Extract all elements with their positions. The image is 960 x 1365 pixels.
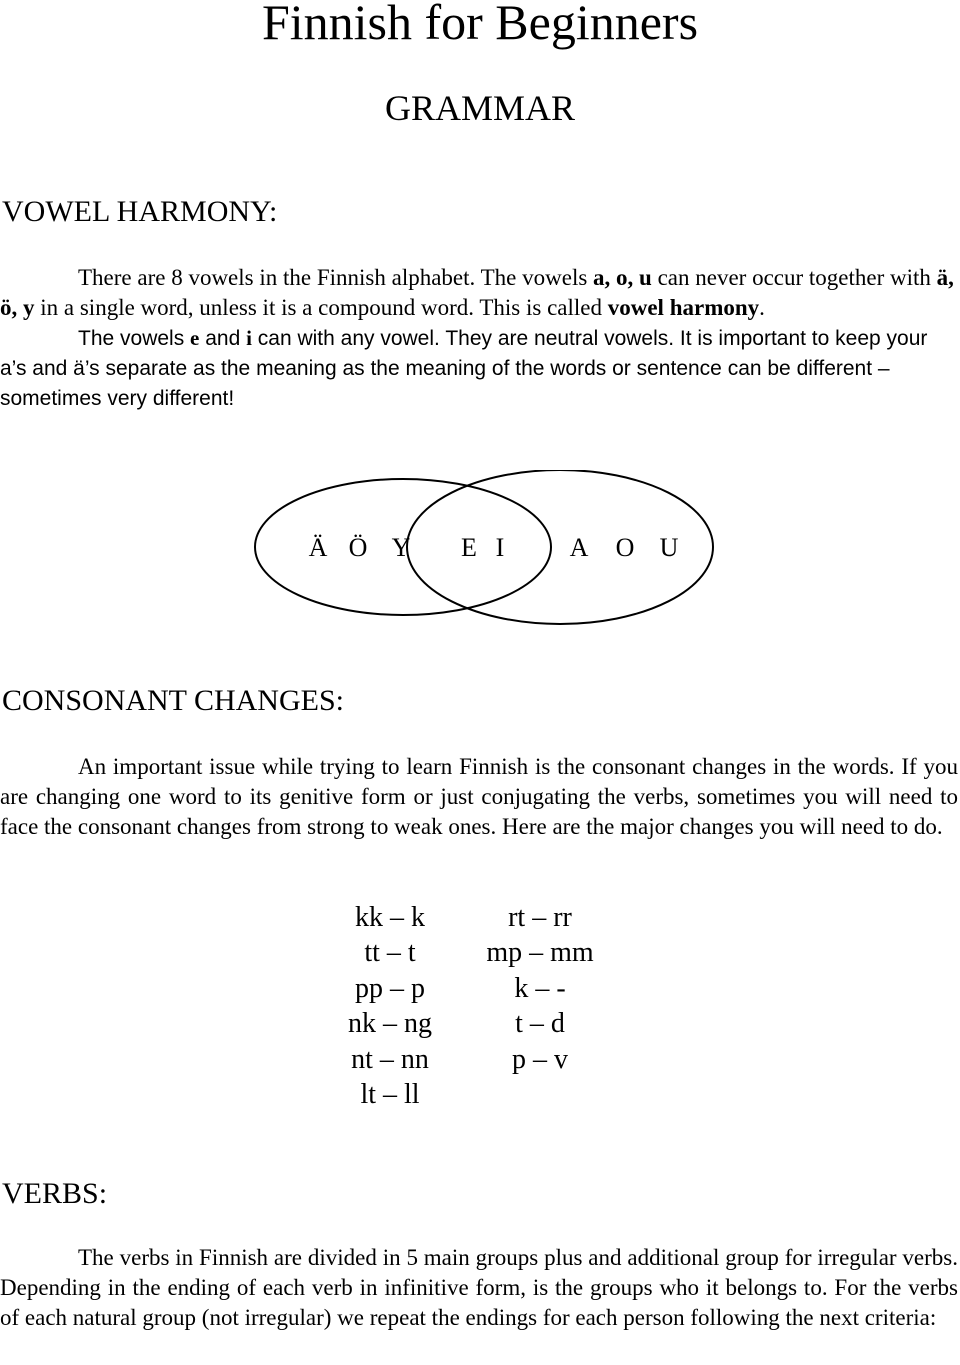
text-run: in a single word, unless it is a compound word. This is called bbox=[34, 295, 608, 320]
text-run: can never occur together with bbox=[651, 265, 937, 290]
consonant-pair: nt – nn bbox=[351, 1043, 429, 1075]
consonant-changes-heading: CONSONANT CHANGES: bbox=[2, 684, 344, 717]
text-run: . bbox=[759, 295, 765, 320]
text-run-bold: vowel harmony bbox=[607, 295, 760, 320]
venn-letter: O bbox=[615, 533, 635, 562]
page-title-text: Finnish for Beginners bbox=[261, 0, 699, 50]
text-run: can with any vowel. They are neutral vowels. It is important to keep your a’s and ä’s separate as the meaning as the meaning of the words or sentence can be different – sometimes very different! bbox=[0, 327, 928, 410]
consonant-pair: k – - bbox=[514, 972, 566, 1004]
consonant-changes-text bbox=[0, 752, 958, 842]
consonant-pair: pp – p bbox=[355, 972, 425, 1004]
consonant-pair: kk – k bbox=[355, 902, 425, 933]
verbs-heading: VERBS: bbox=[2, 1177, 108, 1210]
consonant-pair: rt – rr bbox=[508, 902, 572, 933]
page-subtitle: GRAMMAR bbox=[384, 88, 576, 128]
consonant-pairs-right bbox=[470, 900, 610, 1077]
verbs-text bbox=[0, 1243, 958, 1333]
vowel-harmony-paragraph-2 bbox=[0, 323, 958, 414]
venn-letter: U bbox=[659, 533, 679, 562]
vowel-harmony-heading: VOWEL HARMONY: bbox=[2, 195, 278, 228]
vowel-venn-diagram bbox=[0, 470, 960, 640]
venn-letter: Ö bbox=[348, 533, 368, 562]
text-run-bold: ä, ö, y bbox=[0, 265, 954, 320]
page-title bbox=[0, 0, 960, 50]
venn-letter: I bbox=[495, 533, 505, 562]
text-run-bold: e bbox=[190, 326, 200, 350]
consonant-pairs-left bbox=[335, 900, 445, 1112]
consonant-changes-paragraph: An important issue while trying to learn Finnish is the consonant changes in the words. If you are changing one word to its genitive form or just conjugating the verbs, sometimes you will need to face the consonant changes from strong to weak ones. Here are the major changes you will need to do. bbox=[0, 754, 958, 839]
text-run: and bbox=[199, 327, 247, 350]
text-run: There are 8 vowels in the Finnish alphabet. The vowels bbox=[78, 265, 594, 290]
consonant-pair: mp – mm bbox=[486, 937, 594, 969]
consonant-pair: p – v bbox=[512, 1043, 568, 1075]
vowel-harmony-text bbox=[0, 263, 958, 414]
venn-letter: Ä bbox=[308, 533, 328, 562]
consonant-pair: tt – t bbox=[364, 937, 416, 969]
consonant-pair: lt – ll bbox=[360, 1078, 420, 1110]
venn-letter: A bbox=[569, 533, 589, 562]
consonant-pair: nk – ng bbox=[348, 1008, 432, 1040]
text-run: The vowels bbox=[78, 327, 191, 350]
venn-letter: Y bbox=[391, 533, 411, 562]
consonant-pair: t – d bbox=[515, 1008, 565, 1040]
venn-letter: E bbox=[461, 533, 477, 562]
text-run-bold: i bbox=[246, 326, 252, 350]
verbs-paragraph: The verbs in Finnish are divided in 5 main groups plus and additional group for irregular verbs. Depending in the ending of each verb in infinitive form, is the groups who it belongs to. For the verbs of each natural group (not irregular) we repeat the endings for each person following the next criteria: bbox=[0, 1245, 958, 1330]
text-run-bold: a, o, u bbox=[593, 265, 652, 290]
vowel-harmony-paragraph-1 bbox=[0, 263, 958, 323]
